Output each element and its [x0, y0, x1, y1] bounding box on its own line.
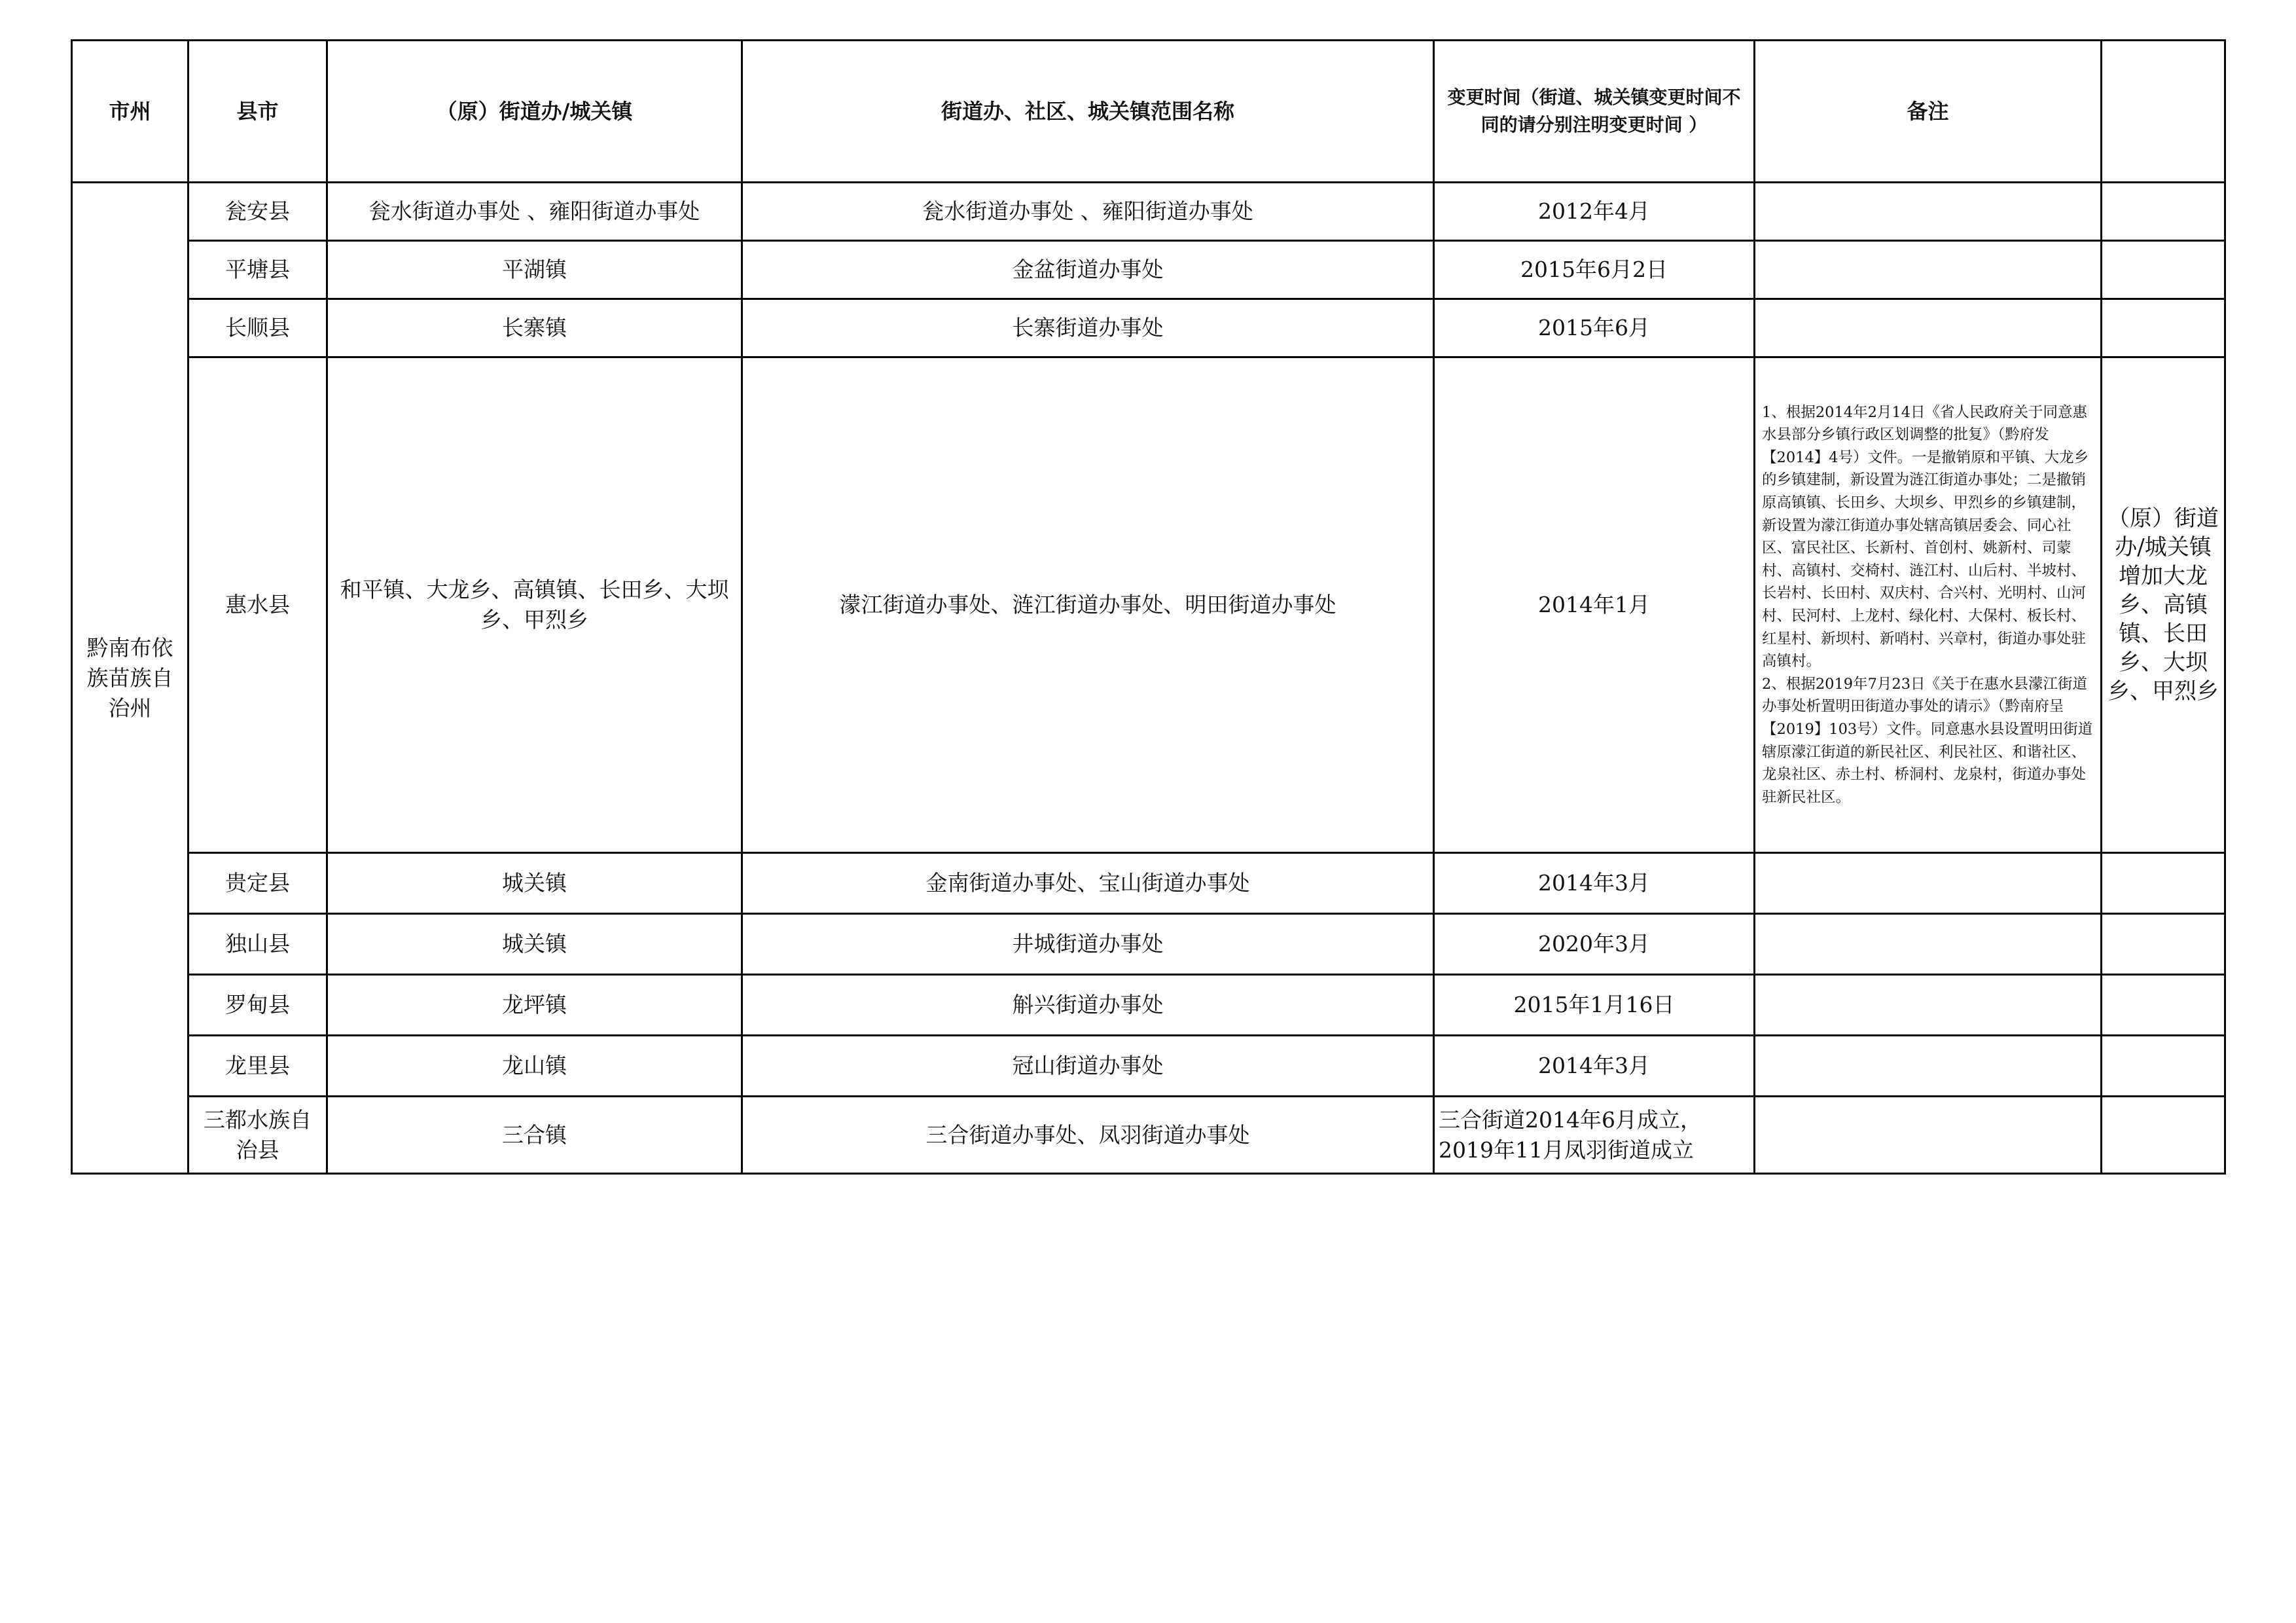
scope-cell: 冠山街道办事处 — [742, 1036, 1434, 1097]
remark-cell — [1755, 357, 2102, 853]
time-cell: 2015年6月2日 — [1434, 241, 1755, 299]
remark-cell — [1755, 914, 2102, 975]
header-remark: 备注 — [1755, 41, 2102, 183]
extra-cell — [2102, 299, 2225, 357]
scope-cell: 濛江街道办事处、涟江街道办事处、明田街道办事处 — [742, 357, 1434, 853]
extra-cell — [2102, 975, 2225, 1036]
county-cell: 独山县 — [188, 914, 327, 975]
table-row — [72, 1036, 2225, 1097]
original-cell: 三合镇 — [327, 1097, 742, 1174]
original-cell: 和平镇、大龙乡、高镇镇、长田乡、大坝乡、甲烈乡 — [327, 357, 742, 853]
scope-cell: 金南街道办事处、宝山街道办事处 — [742, 853, 1434, 914]
county-cell: 龙里县 — [188, 1036, 327, 1097]
remark-cell — [1755, 975, 2102, 1036]
scope-cell: 斛兴街道办事处 — [742, 975, 1434, 1036]
extra-cell — [2102, 241, 2225, 299]
county-cell: 贵定县 — [188, 853, 327, 914]
time-cell: 2014年3月 — [1434, 853, 1755, 914]
original-cell: 瓮水街道办事处 、雍阳街道办事处 — [327, 183, 742, 241]
extra-cell — [2102, 914, 2225, 975]
scope-cell: 长寨街道办事处 — [742, 299, 1434, 357]
table-row — [72, 1097, 2225, 1174]
header-scope: 街道办、社区、城关镇范围名称 — [742, 41, 1434, 183]
scope-cell: 三合街道办事处、凤羽街道办事处 — [742, 1097, 1434, 1174]
header-county: 县市 — [188, 41, 327, 183]
remark-cell — [1755, 1097, 2102, 1174]
table-row — [72, 914, 2225, 975]
extra-cell — [2102, 1097, 2225, 1174]
remark-cell — [1755, 853, 2102, 914]
original-cell: 城关镇 — [327, 853, 742, 914]
remark-cell — [1755, 183, 2102, 241]
time-cell: 2014年3月 — [1434, 1036, 1755, 1097]
remark-cell — [1755, 1036, 2102, 1097]
county-cell: 瓮安县 — [188, 183, 327, 241]
extra-cell — [2102, 1036, 2225, 1097]
county-cell: 惠水县 — [188, 357, 327, 853]
extra-cell — [2102, 853, 2225, 914]
county-cell: 三都水族自治县 — [188, 1097, 327, 1174]
header-row — [72, 41, 2225, 183]
original-cell: 平湖镇 — [327, 241, 742, 299]
scope-cell: 瓮水街道办事处 、雍阳街道办事处 — [742, 183, 1434, 241]
county-cell: 长顺县 — [188, 299, 327, 357]
table-row — [72, 183, 2225, 241]
time-cell: 2014年1月 — [1434, 357, 1755, 853]
county-cell: 罗甸县 — [188, 975, 327, 1036]
table-row — [72, 357, 2225, 853]
table-row — [72, 975, 2225, 1036]
original-cell: 长寨镇 — [327, 299, 742, 357]
street-office-change-table — [71, 39, 2226, 1175]
extra-cell: （原）街道办/城关镇增加大龙乡、高镇镇、长田乡、大坝乡、甲烈乡 — [2102, 357, 2225, 853]
table-row — [72, 241, 2225, 299]
time-cell: 2015年6月 — [1434, 299, 1755, 357]
header-extra — [2102, 41, 2225, 183]
header-city: 市州 — [72, 41, 188, 183]
time-cell: 2015年1月16日 — [1434, 975, 1755, 1036]
remark-paragraph-1: 1、根据2014年2月14日《省人民政府关于同意惠水县部分乡镇行政区划调整的批复》（黔府发【2014】4号）文件。一是撤销原和平镇、大龙乡的乡镇建制，新设置为涟江街道办事处；二是撤销原高镇镇、长田乡、大坝乡、甲烈乡的乡镇建制，新设置为濛江街道办事处辖高镇居委会、同心社区、富民社区、长新村、首创村、姚新村、司蒙村、高镇村、交椅村、涟江村、山后村、半坡村、长岩村、长田村、双庆村、合兴村、光明村、山河村、民河村、上龙村、绿化村、大保村、板长村、红星村、新坝村、新哨村、兴章村，街道办事处驻高镇村。 — [1762, 403, 2089, 670]
remark-cell — [1755, 299, 2102, 357]
original-cell: 龙坪镇 — [327, 975, 742, 1036]
remark-paragraph-2: 2、根据2019年7月23日《关于在惠水县濛江街道办事处析置明田街道办事处的请示》（黔南府呈【2019】103号）文件。同意惠水县设置明田街道辖原濛江街道的新民社区、利民社区、和谐社区、龙泉社区、赤土村、桥洞村、龙泉村，街道办事处驻新民社区。 — [1762, 675, 2093, 806]
time-cell: 2012年4月 — [1434, 183, 1755, 241]
county-cell: 平塘县 — [188, 241, 327, 299]
table-row — [72, 853, 2225, 914]
city-cell: 黔南布依族苗族自治州 — [72, 183, 188, 1174]
extra-cell — [2102, 183, 2225, 241]
table-row — [72, 299, 2225, 357]
original-cell: 城关镇 — [327, 914, 742, 975]
header-change-time: 变更时间（街道、城关镇变更时间不同的请分别注明变更时间 ） — [1434, 41, 1755, 183]
original-cell: 龙山镇 — [327, 1036, 742, 1097]
scope-cell: 井城街道办事处 — [742, 914, 1434, 975]
remark-cell — [1755, 241, 2102, 299]
time-cell: 三合街道2014年6月成立，2019年11月凤羽街道成立 — [1434, 1097, 1755, 1174]
time-cell: 2020年3月 — [1434, 914, 1755, 975]
header-original: （原）街道办/城关镇 — [327, 41, 742, 183]
scope-cell: 金盆街道办事处 — [742, 241, 1434, 299]
